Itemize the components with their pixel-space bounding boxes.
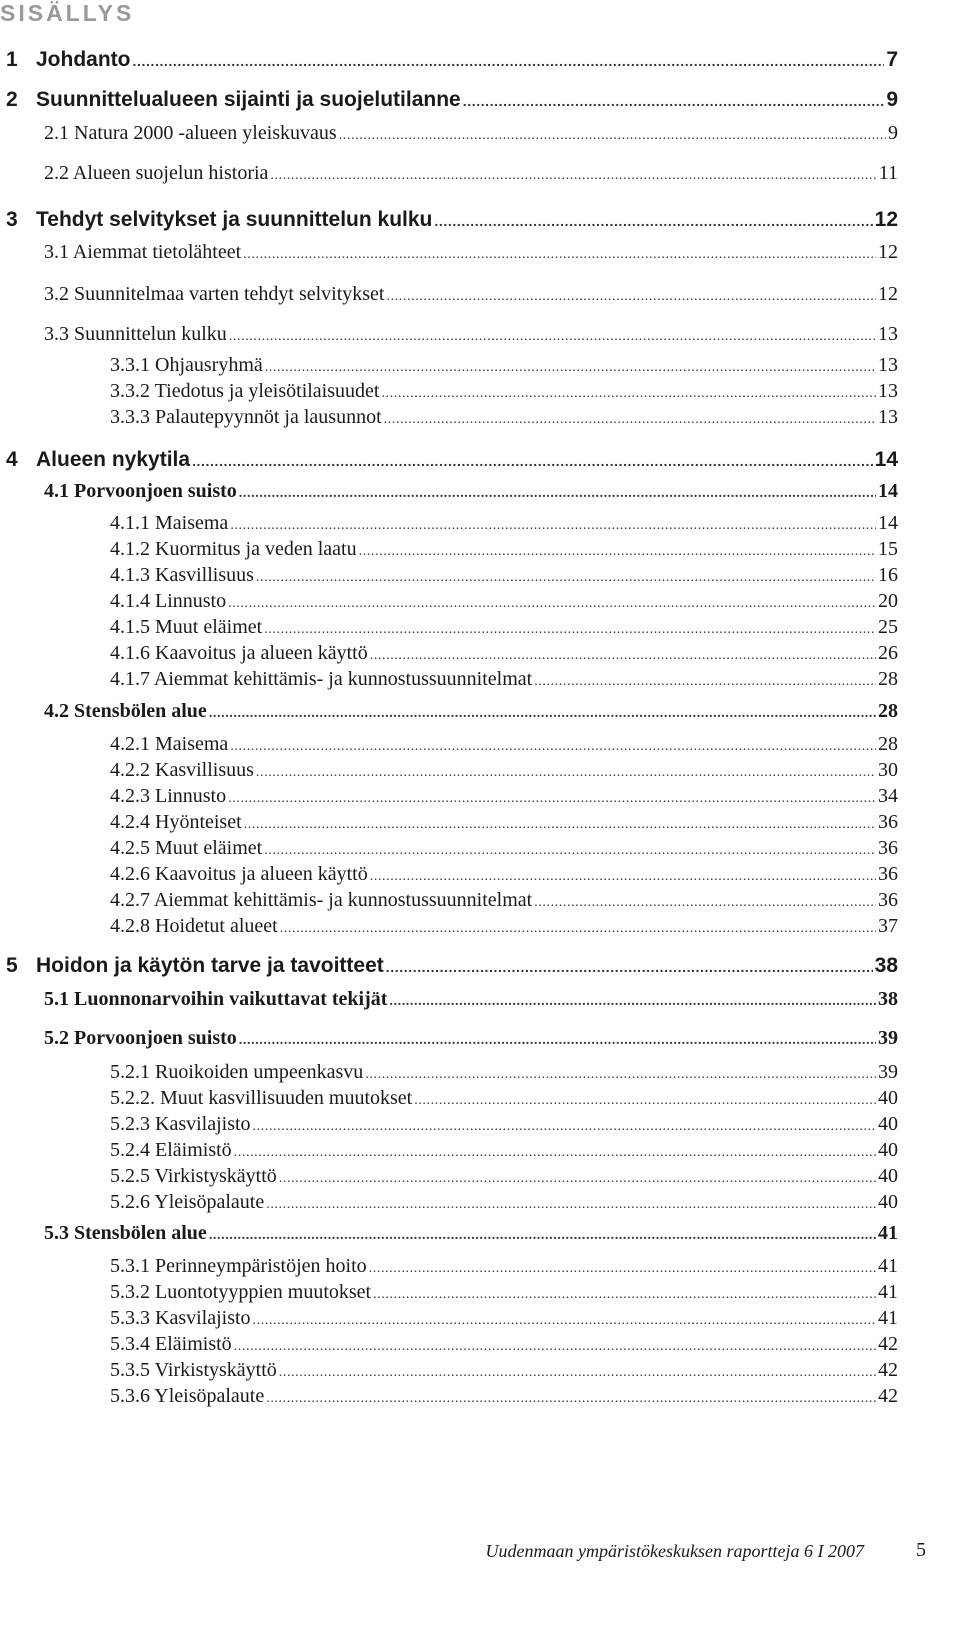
toc-page-number: 36 bbox=[878, 811, 898, 833]
toc-chapter-title: Alueen nykytila bbox=[36, 448, 191, 471]
toc-entry[interactable] bbox=[110, 837, 898, 860]
toc-entry-title: 3.3.3 Palautepyynnöt ja lausunnot bbox=[110, 406, 382, 428]
toc-entry[interactable] bbox=[110, 1359, 898, 1382]
toc-entry[interactable] bbox=[6, 88, 898, 112]
dot-leader bbox=[370, 863, 876, 886]
dot-leader bbox=[264, 837, 876, 860]
toc-entry-title: 4.1.3 Kasvillisuus bbox=[110, 564, 254, 586]
toc-entry-title bbox=[6, 208, 432, 232]
dot-leader bbox=[228, 785, 876, 808]
page-footer bbox=[0, 1538, 960, 1566]
toc-page-number: 37 bbox=[878, 915, 898, 937]
toc-entry-title: 4.2.6 Kaavoitus ja alueen käyttö bbox=[110, 863, 368, 885]
toc-page-number: 40 bbox=[878, 1191, 898, 1213]
toc-entry[interactable] bbox=[44, 241, 898, 264]
toc-entry[interactable] bbox=[110, 616, 898, 639]
toc-entry-title: 5.2.3 Kasvilajisto bbox=[110, 1113, 251, 1135]
dot-leader bbox=[229, 323, 876, 346]
dot-leader bbox=[270, 162, 876, 185]
toc-chapter-title: Johdanto bbox=[36, 48, 131, 71]
toc-entry[interactable] bbox=[44, 122, 898, 145]
toc-page-number: 14 bbox=[874, 448, 898, 471]
toc-entry-title: 5.3.4 Eläimistö bbox=[110, 1333, 232, 1355]
toc-page-number: 40 bbox=[878, 1139, 898, 1161]
toc-page-number: 38 bbox=[878, 988, 898, 1010]
toc-page-number: 30 bbox=[878, 759, 898, 781]
dot-leader bbox=[266, 1191, 876, 1214]
toc-page-number: 39 bbox=[878, 1027, 898, 1049]
dot-leader bbox=[243, 241, 876, 264]
toc-entry-title: 3.2 Suunnitelmaa varten tehdyt selvitykset bbox=[44, 283, 385, 305]
toc-entry-title: 4.1.4 Linnusto bbox=[110, 590, 227, 612]
toc-chapter-title: Hoidon ja käytön tarve ja tavoitteet bbox=[36, 954, 384, 977]
dot-leader bbox=[389, 988, 876, 1011]
toc-page-number: 42 bbox=[878, 1333, 898, 1355]
toc-entry[interactable] bbox=[110, 668, 898, 691]
toc-entry-title: 4.1.5 Muut eläimet bbox=[110, 616, 263, 638]
toc-entry-title: 5.3.1 Perinneympäristöjen hoito bbox=[110, 1255, 367, 1277]
dot-leader bbox=[244, 811, 876, 834]
toc-page-number: 16 bbox=[878, 564, 898, 586]
dot-leader bbox=[265, 354, 876, 377]
toc-page-number: 36 bbox=[878, 837, 898, 859]
toc-entry-title: 4.2.5 Muut eläimet bbox=[110, 837, 263, 859]
toc-page-number: 13 bbox=[878, 406, 898, 428]
toc-page-number: 26 bbox=[878, 642, 898, 664]
toc-entry-title: 2.1 Natura 2000 -alueen yleiskuvaus bbox=[44, 122, 337, 144]
toc-entry[interactable] bbox=[44, 480, 898, 503]
toc-page-number: 25 bbox=[878, 616, 898, 638]
toc-chapter-number: 4 bbox=[6, 448, 18, 471]
dot-leader bbox=[192, 448, 873, 472]
toc-entry[interactable] bbox=[44, 700, 898, 723]
dot-leader bbox=[384, 406, 876, 429]
toc-page-number: 41 bbox=[878, 1222, 898, 1244]
toc-entry[interactable] bbox=[6, 954, 898, 978]
dot-leader bbox=[228, 590, 876, 613]
toc-chapter-number: 3 bbox=[6, 208, 18, 231]
toc-entry[interactable] bbox=[110, 759, 898, 782]
toc-entry[interactable] bbox=[110, 1281, 898, 1304]
toc-entry[interactable] bbox=[44, 283, 898, 306]
toc-entry[interactable] bbox=[110, 811, 898, 834]
toc-entry[interactable] bbox=[110, 590, 898, 613]
dot-leader bbox=[234, 1333, 876, 1356]
toc-entry-title: 4.2 Stensbölen alue bbox=[44, 700, 207, 722]
toc-entry[interactable] bbox=[110, 1087, 898, 1110]
toc-entry-title: 5.3 Stensbölen alue bbox=[44, 1222, 207, 1244]
toc-page-number: 28 bbox=[878, 700, 898, 722]
toc-entry[interactable] bbox=[110, 354, 898, 377]
toc-page-number: 14 bbox=[878, 512, 898, 534]
dot-leader bbox=[264, 616, 876, 639]
toc-page-number: 12 bbox=[878, 241, 898, 263]
toc-entry[interactable] bbox=[110, 380, 898, 403]
toc-entry[interactable] bbox=[110, 889, 898, 912]
toc-entry-title: 5.3.6 Yleisöpalaute bbox=[110, 1385, 265, 1407]
toc-entry[interactable] bbox=[110, 538, 898, 561]
toc-page-number: 36 bbox=[878, 889, 898, 911]
toc-entry-title: 4.2.3 Linnusto bbox=[110, 785, 227, 807]
dot-leader bbox=[239, 480, 876, 503]
toc-entry[interactable] bbox=[44, 323, 898, 346]
toc-entry-title bbox=[6, 48, 131, 72]
dot-leader bbox=[256, 759, 876, 782]
toc-entry[interactable] bbox=[6, 448, 898, 472]
toc-entry-title: 5.2.1 Ruoikoiden umpeenkasvu bbox=[110, 1061, 364, 1083]
toc-chapter-number: 5 bbox=[6, 954, 18, 977]
dot-leader bbox=[133, 48, 885, 72]
toc-entry-title: 5.1 Luonnonarvoihin vaikuttavat tekijät bbox=[44, 988, 388, 1010]
toc-entry-title: 4.2.7 Aiemmat kehittämis- ja kunnostussuunnitelmat bbox=[110, 889, 533, 911]
toc-entry-title: 5.2.5 Virkistyskäyttö bbox=[110, 1165, 277, 1187]
toc-entry[interactable] bbox=[110, 1307, 898, 1330]
toc-page-number: 40 bbox=[878, 1165, 898, 1187]
toc-chapter-title: Tehdyt selvitykset ja suunnittelun kulku bbox=[36, 208, 433, 231]
toc-entry[interactable] bbox=[6, 208, 898, 232]
toc-entry[interactable] bbox=[110, 915, 898, 938]
toc-page-number: 36 bbox=[878, 863, 898, 885]
toc-page-number: 13 bbox=[878, 323, 898, 345]
dot-leader bbox=[279, 1165, 876, 1188]
toc-entry-title: 5.2.2. Muut kasvillisuuden muutokset bbox=[110, 1087, 413, 1109]
toc-page-number: 41 bbox=[878, 1281, 898, 1303]
toc-entry[interactable] bbox=[110, 642, 898, 665]
toc-entry[interactable] bbox=[110, 1113, 898, 1136]
dot-leader bbox=[369, 1255, 876, 1278]
dot-leader bbox=[253, 1113, 876, 1136]
toc-page-number: 13 bbox=[878, 380, 898, 402]
toc-page-number: 12 bbox=[874, 208, 898, 231]
toc-entry[interactable] bbox=[110, 1333, 898, 1356]
toc-entry[interactable] bbox=[110, 1191, 898, 1214]
toc-entry-title: 4.1.2 Kuormitus ja veden laatu bbox=[110, 538, 357, 560]
toc-page-number: 41 bbox=[878, 1255, 898, 1277]
toc-entry[interactable] bbox=[110, 512, 898, 535]
toc-entry-title: 4.1.1 Maisema bbox=[110, 512, 229, 534]
toc-page-number: 42 bbox=[878, 1385, 898, 1407]
dot-leader bbox=[365, 1061, 876, 1084]
toc-entry-title bbox=[6, 954, 384, 978]
toc-entry-title: 4.1.7 Aiemmat kehittämis- ja kunnostussuunnitelmat bbox=[110, 668, 533, 690]
toc-entry[interactable] bbox=[110, 1061, 898, 1084]
toc-entry[interactable] bbox=[110, 564, 898, 587]
toc-entry[interactable] bbox=[110, 1139, 898, 1162]
toc-page-number: 20 bbox=[878, 590, 898, 612]
toc-entry[interactable] bbox=[44, 988, 898, 1011]
dot-leader bbox=[280, 915, 876, 938]
report-series: Uudenmaan ympäristökeskuksen raportteja 6 I 2007 bbox=[485, 1541, 864, 1561]
dot-leader bbox=[463, 88, 885, 112]
toc-entry-title: 4.1.6 Kaavoitus ja alueen käyttö bbox=[110, 642, 368, 664]
dot-leader bbox=[253, 1307, 876, 1330]
toc-page-number: 40 bbox=[878, 1113, 898, 1135]
dot-leader bbox=[386, 954, 873, 978]
dot-leader bbox=[239, 1027, 876, 1050]
toc-entry[interactable] bbox=[44, 1222, 898, 1245]
toc-entry-title: 5.2 Porvoonjoen suisto bbox=[44, 1027, 237, 1049]
toc-entry-title: 3.1 Aiemmat tietolähteet bbox=[44, 241, 242, 263]
toc-entry[interactable] bbox=[110, 863, 898, 886]
toc-entry-title: 5.3.5 Virkistyskäyttö bbox=[110, 1359, 277, 1381]
toc-entry-title: 5.3.2 Luontotyyppien muutokset bbox=[110, 1281, 372, 1303]
toc-entry-title: 4.2.1 Maisema bbox=[110, 733, 229, 755]
toc-entry-title: 2.2 Alueen suojelun historia bbox=[44, 162, 269, 184]
toc-page-number: 15 bbox=[878, 538, 898, 560]
toc-entry[interactable] bbox=[110, 785, 898, 808]
dot-leader bbox=[234, 1139, 876, 1162]
dot-leader bbox=[209, 700, 876, 723]
toc-entry-title bbox=[6, 88, 461, 112]
toc-entry[interactable] bbox=[110, 406, 898, 429]
toc-page-number: 34 bbox=[878, 785, 898, 807]
toc-entry[interactable] bbox=[110, 1165, 898, 1188]
toc-page-number: 28 bbox=[878, 668, 898, 690]
toc-entry-title: 3.3.1 Ohjausryhmä bbox=[110, 354, 263, 376]
toc-entry-title: 3.3 Suunnittelun kulku bbox=[44, 323, 227, 345]
toc-chapter-number: 1 bbox=[6, 48, 18, 71]
toc-page-number: 14 bbox=[878, 480, 898, 502]
dot-leader bbox=[209, 1222, 876, 1245]
toc-entry-title: 4.2.4 Hyönteiset bbox=[110, 811, 242, 833]
toc-page-number: 12 bbox=[878, 283, 898, 305]
dot-leader bbox=[534, 889, 876, 912]
toc-entry[interactable] bbox=[110, 733, 898, 756]
toc-entry-title: 4.1 Porvoonjoen suisto bbox=[44, 480, 237, 502]
dot-leader bbox=[373, 1281, 876, 1304]
toc-page-number: 39 bbox=[878, 1061, 898, 1083]
toc-entry[interactable] bbox=[6, 48, 898, 72]
dot-leader bbox=[434, 208, 872, 232]
dot-leader bbox=[359, 538, 876, 561]
dot-leader bbox=[414, 1087, 876, 1110]
toc-page-number: 40 bbox=[878, 1087, 898, 1109]
page-number: 5 bbox=[916, 1539, 926, 1561]
toc-page-number: 9 bbox=[886, 88, 898, 111]
toc-entry[interactable] bbox=[110, 1385, 898, 1408]
dot-leader bbox=[370, 642, 876, 665]
toc-entry-title: 5.3.3 Kasvilajisto bbox=[110, 1307, 251, 1329]
dot-leader bbox=[230, 733, 876, 756]
toc-entry[interactable] bbox=[44, 1027, 898, 1050]
toc-entry-title: 5.2.4 Eläimistö bbox=[110, 1139, 232, 1161]
dot-leader bbox=[339, 122, 886, 145]
toc-page-number: 28 bbox=[878, 733, 898, 755]
dot-leader bbox=[387, 283, 877, 306]
toc-entry-title: 4.2.2 Kasvillisuus bbox=[110, 759, 254, 781]
toc-page-number: 13 bbox=[878, 354, 898, 376]
toc-chapter-title: Suunnittelualueen sijainti ja suojelutilanne bbox=[36, 88, 461, 111]
toc-entry-title: 3.3.2 Tiedotus ja yleisötilaisuudet bbox=[110, 380, 380, 402]
toc-page-number: 11 bbox=[878, 162, 898, 184]
toc-page-number: 9 bbox=[888, 122, 898, 144]
dot-leader bbox=[381, 380, 876, 403]
dot-leader bbox=[279, 1359, 876, 1382]
toc-entry[interactable] bbox=[110, 1255, 898, 1278]
dot-leader bbox=[256, 564, 876, 587]
toc-page-number: 42 bbox=[878, 1359, 898, 1381]
toc-page-number: 41 bbox=[878, 1307, 898, 1329]
page-title: SISÄLLYS bbox=[0, 0, 135, 26]
toc-entry-title: 5.2.6 Yleisöpalaute bbox=[110, 1191, 265, 1213]
toc-entry-title bbox=[6, 448, 190, 472]
toc-entry-title: 4.2.8 Hoidetut alueet bbox=[110, 915, 278, 937]
dot-leader bbox=[534, 668, 876, 691]
toc-chapter-number: 2 bbox=[6, 88, 18, 111]
toc-page-number: 38 bbox=[874, 954, 898, 977]
dot-leader bbox=[266, 1385, 876, 1408]
toc-page-number: 7 bbox=[886, 48, 898, 71]
dot-leader bbox=[230, 512, 876, 535]
toc-entry[interactable] bbox=[44, 162, 898, 185]
